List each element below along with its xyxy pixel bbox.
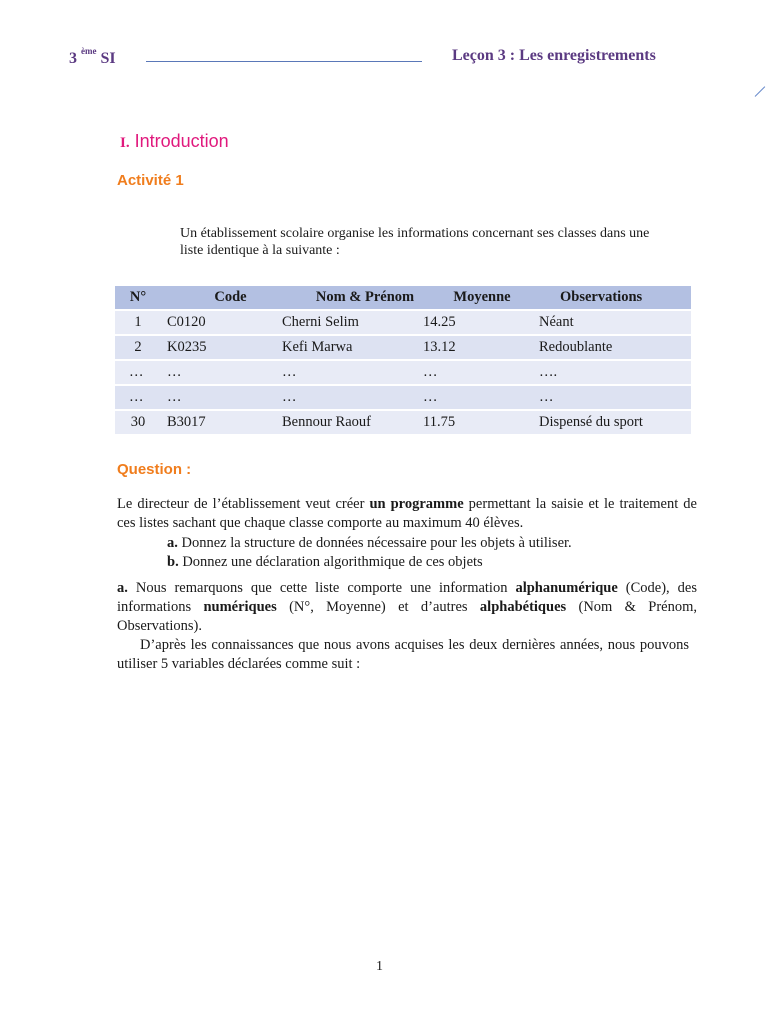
cell-number: … bbox=[115, 360, 161, 385]
table-row bbox=[115, 335, 691, 360]
cell-number: 2 bbox=[115, 335, 161, 360]
cell-number: 30 bbox=[115, 410, 161, 434]
cell-average: 11.75 bbox=[420, 410, 534, 434]
question-item-b: b. Donnez une déclaration algorithmique de ces objets bbox=[167, 554, 483, 570]
cell-code: … bbox=[161, 360, 280, 385]
cell-code: … bbox=[161, 385, 280, 410]
header-number: N° bbox=[115, 286, 161, 310]
cell-code: C0120 bbox=[161, 310, 280, 335]
students-table bbox=[115, 286, 691, 434]
cell-name: Kefi Marwa bbox=[280, 335, 420, 360]
cell-name: … bbox=[280, 385, 420, 410]
table-row bbox=[115, 410, 691, 434]
question-item-a: a. Donnez la structure de données nécessaire pour les objets à utiliser. bbox=[167, 535, 572, 551]
table-header-row bbox=[115, 286, 691, 310]
class-label: 3 $^{ème}$ SI bbox=[69, 46, 116, 67]
cell-name: Bennour Raouf bbox=[280, 410, 420, 434]
activity-heading: Activité 1 bbox=[117, 172, 184, 189]
activity-text: Un établissement scolaire organise les informations concernant ses classes dans une liste identique à la suivante : bbox=[180, 226, 650, 258]
answer-paragraph-a: a. Nous remarquons que cette liste comporte une information alphanumérique (Code), des informations numériques (N°, Moyenne) et d’autres alphabétiques (Nom & Prénom, Observations). bbox=[117, 580, 697, 634]
cell-code: K0235 bbox=[161, 335, 280, 360]
cell-average: 14.25 bbox=[420, 310, 534, 335]
class-suffix: SI bbox=[100, 50, 116, 67]
table-row bbox=[115, 310, 691, 335]
header-rule bbox=[146, 61, 422, 62]
question-paragraph: Le directeur de l’établissement veut créer un programme permettant la saisie et le traitement de ces listes sachant que chaque classe comporte au maximum 40 élèves. bbox=[117, 496, 697, 531]
cell-observations: Redoublante bbox=[534, 335, 691, 360]
header-average: Moyenne bbox=[420, 286, 534, 310]
cell-average: 13.12 bbox=[420, 335, 534, 360]
table-row bbox=[115, 385, 691, 410]
header-observations: Observations bbox=[534, 286, 691, 310]
cell-number: … bbox=[115, 385, 161, 410]
cell-observations: …. bbox=[534, 360, 691, 385]
cell-number: 1 bbox=[115, 310, 161, 335]
cell-observations: Néant bbox=[534, 310, 691, 335]
bold-program: un programme bbox=[369, 496, 464, 512]
header-code: Code bbox=[161, 286, 280, 310]
cell-name: … bbox=[280, 360, 420, 385]
answer-paragraph-variables: D’après les connaissances que nous avons acquises les deux dernières années, nous pouvons utiliser 5 variables déclarées comme suit : bbox=[117, 637, 689, 672]
cell-observations: … bbox=[534, 385, 691, 410]
section-number: I. bbox=[120, 135, 130, 151]
table-row bbox=[115, 360, 691, 385]
corner-decoration bbox=[755, 86, 766, 97]
cell-code: B3017 bbox=[161, 410, 280, 434]
section-heading bbox=[120, 131, 229, 152]
cell-observations: Dispensé du sport bbox=[534, 410, 691, 434]
class-superscript: ème bbox=[81, 46, 97, 56]
cell-name: Cherni Selim bbox=[280, 310, 420, 335]
header-name: Nom & Prénom bbox=[280, 286, 420, 310]
lesson-title: Leçon 3 : Les enregistrements bbox=[452, 47, 656, 64]
cell-average: … bbox=[420, 385, 534, 410]
cell-average: … bbox=[420, 360, 534, 385]
question-heading: Question : bbox=[117, 461, 192, 478]
section-title: Introduction bbox=[129, 131, 229, 151]
page-number: 1 bbox=[376, 959, 383, 974]
